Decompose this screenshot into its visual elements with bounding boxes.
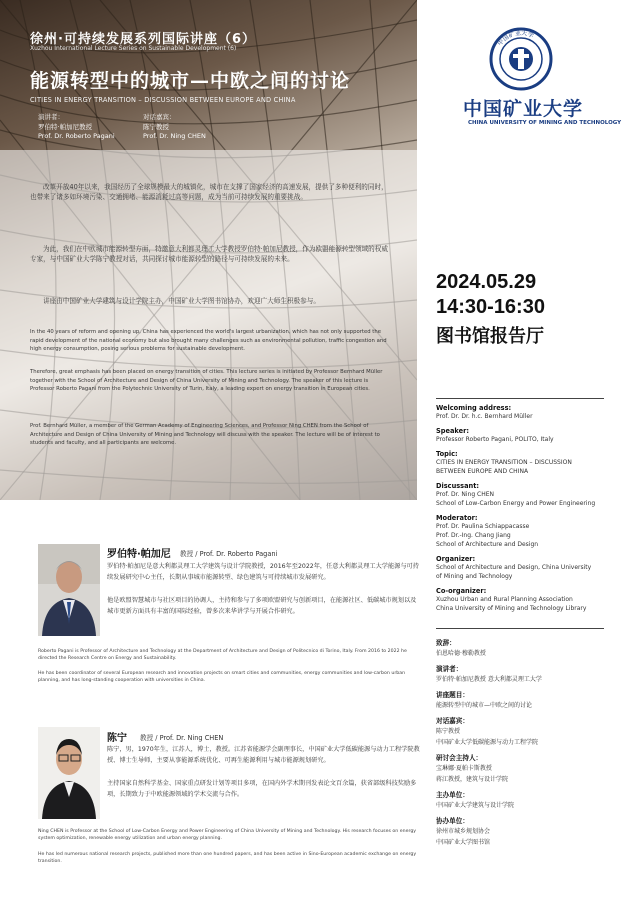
event-date: 2024.05.29 — [436, 271, 537, 293]
sidebar-en-value: Professor Roberto Pagani, POLITO, Italy — [436, 436, 554, 443]
sidebar-zh-value: 中国矿业大学图书馆 — [436, 839, 491, 846]
seal-text: 中国矿业大学 — [496, 29, 535, 48]
intro-zh-paragraph: 讲座由中国矿业大学建筑与设计学院主办，中国矿业大学图书馆协办，欢迎广大师生积极参与。 — [43, 297, 320, 305]
sidebar-zh-heading: 协办单位： — [436, 817, 469, 825]
lecture-title-en: CITIES IN ENERGY TRANSITION – DISCUSSION BETWEEN EUROPE AND CHINA — [30, 96, 296, 104]
sidebar-zh-value: 宝琳娜·夏帕卡斯教授 — [436, 765, 492, 772]
intro-en-paragraph: Prof. Bernhard Müller, a member of the German Academy of Engineering Sciences, and Professor Ning CHEN from the School of Architecture and Design of China University of Mining and Technology will discuss with the speaker. The lecture will be of interest to students and faculty, and all participants are welcome. — [30, 423, 380, 447]
intro-en-paragraph: Therefore, great emphasis has been placed on energy transition of cities. This lecture series is initiated by Professor Bernhard Müller together with the School of Architecture and Design of China University of Mining and Technology. The speaker of this lecture is Professor Roberto Pagani from the Polytechnic University of Turin, Italy, a leading expert on energy transition in European cities. — [30, 369, 383, 393]
sidebar-en-value: Prof. Dr. Dr. h.c. Bernhard Müller — [436, 413, 533, 420]
lecture-title: 能源转型中的城市—中欧之间的讨论 — [30, 70, 351, 92]
sidebar-en-value: School of Architecture and Design, China University — [436, 564, 592, 571]
sidebar-zh-heading: 演讲者： — [436, 665, 463, 673]
sidebar-en-value: China University of Mining and Technology Library — [436, 605, 587, 612]
sidebar-en-heading: Topic: — [436, 450, 458, 458]
sidebar-zh-value: 中国矿业大学建筑与设计学院 — [436, 802, 515, 809]
sidebar-en-value: School of Low-Carbon Energy and Power Engineering — [436, 500, 596, 507]
sidebar-zh-heading: 对话嘉宾： — [436, 717, 469, 725]
divider — [436, 398, 604, 399]
speaker-name-en: Prof. Dr. Roberto Pagani — [38, 132, 115, 140]
speaker1-name: 罗伯特·帕加尼 — [107, 549, 171, 560]
sidebar-en-heading: Speaker: — [436, 427, 469, 435]
intro-zh-paragraph: 为此，我们在中欧城市能源转型方面，特邀意大利都灵理工大学教授罗伯特·帕加尼教授，作为欧盟能源转型领域的权威专家，与中国矿业大学陈宁教授对话，共同探讨城市能源转型的路径与可持续发展的未来。 — [30, 245, 388, 264]
sidebar-en-value: of Mining and Technology — [436, 573, 513, 580]
speaker2-bio-zh: 陈宁，男，1970年生，江苏人，博士，教授。江苏省能源学会副理事长，中国矿业大学低碳能源与动力工程学院教授、博士生导师，主要从事能源系统优化、可再生能源利用与城市能源规划研究。 — [107, 746, 420, 764]
divider — [436, 628, 604, 629]
university-seal-icon — [489, 27, 553, 91]
sidebar-zh-value: 陈宁教授 — [436, 728, 461, 735]
speaker2-bio-en: Ning CHEN is Professor at the School of Low-Carbon Energy and Power Engineering of China University of Mining and Technology. His research focuses on energy system optimization, renewable energy utilization and urban energy planning. — [38, 829, 417, 842]
event-venue: 图书馆报告厅 — [436, 326, 544, 347]
sidebar-en-heading: Moderator: — [436, 514, 478, 522]
sidebar-en-heading: Welcoming address: — [436, 404, 512, 412]
sidebar-en-heading: Organizer: — [436, 555, 476, 563]
sidebar-zh-heading: 讲座题目： — [436, 691, 469, 699]
speaker1-bio-en: He has been coordinator of several European research and innovation projects on smart cities and communities, energy communities and low-carbon urban planning, and has long-standing cooperation with universities in China. — [38, 671, 406, 684]
sidebar-zh-value: 能源转型中的城市—中欧之间的讨论 — [436, 702, 533, 709]
sidebar-en-heading: Co-organizer: — [436, 587, 487, 595]
event-time: 14:30-16:30 — [436, 296, 545, 318]
sidebar-zh-value: 中国矿业大学低碳能源与动力工程学院 — [436, 739, 539, 746]
sidebar-zh-value: 罗伯特·帕加尼教授 意大利都灵理工大学 — [436, 676, 542, 683]
university-name-en: CHINA UNIVERSITY OF MINING AND TECHNOLOGY — [468, 120, 622, 126]
sidebar-en-value: Xuzhou Urban and Rural Planning Association — [436, 596, 573, 603]
sidebar-zh-heading: 致辞： — [436, 639, 456, 647]
sidebar-zh-value: 徐州市城乡规划协会 — [436, 828, 491, 835]
discussant-label: 对话嘉宾： — [143, 113, 176, 121]
sidebar-en-heading: Discussant: — [436, 482, 480, 490]
series-title: 徐州·可持续发展系列国际讲座（6） — [30, 32, 256, 47]
sidebar-en-value: Prof. Dr. Paulina Schiappacasse — [436, 523, 530, 530]
speaker2-title: 教授 / Prof. Dr. Ning CHEN — [140, 734, 224, 742]
speaker2-bio-en: He has led numerous national research projects, published more than one hundred papers, and has been active in Sino-European academic exchange on energy transition. — [38, 852, 417, 865]
speaker-name: 罗伯特·帕加尼教授 — [38, 123, 93, 131]
sidebar-zh-heading: 主办单位： — [436, 791, 469, 799]
intro-en-paragraph: In the 40 years of reform and opening up, China has experienced the world's largest urbanization, which has not only supported the rapid development of the national economy but also brought many challenges such as environmental pollution, traffic congestion and high energy consumption, posing serious problems for sustainable development. — [30, 329, 387, 353]
speaker-portrait — [38, 727, 100, 819]
speaker2-name: 陈宁 — [107, 733, 127, 744]
sidebar-en-value: CITIES IN ENERGY TRANSITION – DISCUSSION — [436, 459, 572, 466]
speaker1-bio-zh: 他是欧盟智慧城市与社区项目的协调人，主持和参与了多项欧盟研究与创新项目，在能源社区、低碳城市规划以及城市更新方面具有丰富的国际经验，曾多次来华讲学与开展合作研究。 — [107, 597, 417, 615]
speaker-label: 演讲者： — [38, 113, 64, 121]
speaker-portrait — [38, 544, 100, 636]
sidebar-zh-value: 伯恩哈德·穆勒教授 — [436, 650, 486, 657]
discussant-name-en: Prof. Dr. Ning CHEN — [143, 132, 206, 140]
sidebar-zh-heading: 研讨会主持人： — [436, 754, 483, 762]
university-name: 中国矿业大学 — [463, 98, 584, 120]
sidebar-en-value: Prof. Dr. Ning CHEN — [436, 491, 495, 498]
speaker1-bio-en: Roberto Pagani is Professor of Architecture and Technology at the Department of Architecture and Design of Politecnico di Torino, Italy. From 2016 to 2022 he directed the Research Centre on Energy and Sustainability. — [38, 649, 407, 662]
speaker1-bio-zh: 罗伯特·帕加尼是意大利都灵理工大学建筑与设计学院教授，2016年至2022年，任意大利都灵理工大学能源与可持续发展研究中心主任，长期从事城市能源转型、绿色建筑与可持续城市发展研究。 — [107, 563, 419, 581]
series-title-en: Xuzhou International Lecture Series on Sustainable Development (6) — [30, 45, 237, 52]
speaker2-bio-zh: 主持国家自然科学基金、国家重点研发计划等项目多项，在国内外学术期刊发表论文百余篇，获省部级科技奖励多项，长期致力于中欧能源领域的学术交流与合作。 — [107, 780, 417, 798]
sidebar-en-value: Prof. Dr.-Ing. Chang Jiang — [436, 532, 511, 539]
intro-zh-paragraph: 改革开放40年以来，我国经历了全球规模最大的城镇化，城市在支撑了国家经济的高速发展，提供了多种便利的同时，也带来了诸多如环境污染、交通拥堵、能源消耗过高等问题，成为当前可持续发展的重要挑战。 — [30, 183, 388, 202]
speaker1-title: 教授 / Prof. Dr. Roberto Pagani — [180, 550, 278, 558]
sidebar-en-value: School of Architecture and Design — [436, 541, 539, 548]
sidebar-en-value: BETWEEN EUROPE AND CHINA — [436, 468, 529, 475]
discussant-name: 陈宁教授 — [143, 123, 169, 131]
sidebar-zh-value: 蒋江教授，建筑与设计学院 — [436, 776, 509, 783]
